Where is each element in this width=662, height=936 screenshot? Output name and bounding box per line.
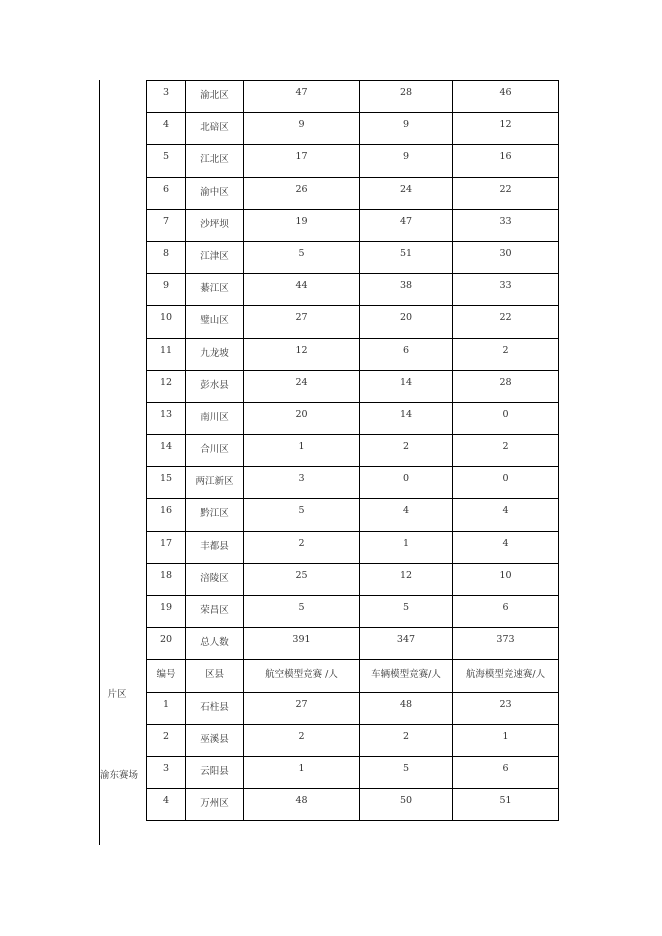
cell-district: 渝北区	[186, 81, 244, 113]
cell-marine-count: 10	[453, 563, 559, 595]
cell-marine-count: 46	[453, 81, 559, 113]
cell-aviation-count: 5	[244, 596, 360, 628]
cell-marine-count: 22	[453, 306, 559, 338]
cell-vehicle-count: 2	[360, 724, 453, 756]
table-row	[147, 499, 559, 531]
cell-vehicle-count: 347	[360, 628, 453, 660]
cell-district: 荣昌区	[186, 596, 244, 628]
cell-vehicle-count: 24	[360, 177, 453, 209]
cell-number: 9	[147, 274, 186, 306]
cell-number: 11	[147, 338, 186, 370]
cell-district: 九龙坡	[186, 338, 244, 370]
cell-district: 彭水县	[186, 370, 244, 402]
cell-aviation-count: 27	[244, 306, 360, 338]
cell-vehicle-count: 51	[360, 241, 453, 273]
cell-marine-count: 4	[453, 499, 559, 531]
table-row	[147, 596, 559, 628]
cell-number: 4	[147, 789, 186, 821]
cell-marine-count: 2	[453, 338, 559, 370]
cell-marine-count: 22	[453, 177, 559, 209]
table-row	[147, 756, 559, 788]
cell-aviation-count: 5	[244, 499, 360, 531]
table-header-row	[147, 660, 559, 692]
cell-number: 3	[147, 756, 186, 788]
cell-number: 15	[147, 467, 186, 499]
cell-aviation-count: 3	[244, 467, 360, 499]
table-row	[147, 563, 559, 595]
cell-number: 13	[147, 402, 186, 434]
cell-district: 区县	[186, 660, 244, 692]
cell-marine-count: 0	[453, 467, 559, 499]
table-row	[147, 177, 559, 209]
cell-district: 綦江区	[186, 274, 244, 306]
cell-marine-count: 6	[453, 596, 559, 628]
cell-district: 璧山区	[186, 306, 244, 338]
table-row	[147, 789, 559, 821]
region-header-label: 片区	[107, 689, 127, 700]
cell-aviation-count: 20	[244, 402, 360, 434]
table-row	[147, 306, 559, 338]
cell-district: 渝中区	[186, 177, 244, 209]
cell-district: 云阳县	[186, 756, 244, 788]
cell-number: 7	[147, 209, 186, 241]
cell-aviation-count: 24	[244, 370, 360, 402]
cell-number: 6	[147, 177, 186, 209]
cell-number: 8	[147, 241, 186, 273]
cell-district: 江北区	[186, 145, 244, 177]
cell-aviation-count: 1	[244, 435, 360, 467]
cell-district: 黔江区	[186, 499, 244, 531]
table-row	[147, 145, 559, 177]
cell-vehicle-count: 4	[360, 499, 453, 531]
cell-district: 沙坪坝	[186, 209, 244, 241]
cell-vehicle-count: 38	[360, 274, 453, 306]
cell-vehicle-count: 12	[360, 563, 453, 595]
cell-vehicle-count: 9	[360, 145, 453, 177]
cell-vehicle-count: 48	[360, 692, 453, 724]
table-row	[147, 628, 559, 660]
table-row	[147, 402, 559, 434]
table-row	[147, 241, 559, 273]
cell-number: 12	[147, 370, 186, 402]
cell-aviation-count: 19	[244, 209, 360, 241]
cell-district: 北碚区	[186, 113, 244, 145]
cell-marine-count: 16	[453, 145, 559, 177]
cell-aviation-count: 9	[244, 113, 360, 145]
cell-aviation-count: 1	[244, 756, 360, 788]
cell-number: 5	[147, 145, 186, 177]
table-row	[147, 435, 559, 467]
cell-district: 万州区	[186, 789, 244, 821]
cell-vehicle-count: 9	[360, 113, 453, 145]
cell-district: 石柱县	[186, 692, 244, 724]
cell-number: 1	[147, 692, 186, 724]
cell-vehicle-count: 2	[360, 435, 453, 467]
cell-marine-count: 2	[453, 435, 559, 467]
region-name-yudong: 渝东赛场	[99, 770, 138, 781]
cell-aviation-count: 2	[244, 531, 360, 563]
cell-aviation-count: 2	[244, 724, 360, 756]
cell-marine-count: 373	[453, 628, 559, 660]
table-row	[147, 531, 559, 563]
cell-marine-count: 12	[453, 113, 559, 145]
cell-marine-count: 28	[453, 370, 559, 402]
cell-number: 16	[147, 499, 186, 531]
cell-aviation-count: 48	[244, 789, 360, 821]
cell-aviation-count: 5	[244, 241, 360, 273]
cell-vehicle-count: 14	[360, 370, 453, 402]
table-row	[147, 692, 559, 724]
cell-number: 19	[147, 596, 186, 628]
cell-aviation-count: 26	[244, 177, 360, 209]
cell-aviation-count: 25	[244, 563, 360, 595]
cell-number: 4	[147, 113, 186, 145]
cell-marine-count: 4	[453, 531, 559, 563]
cell-aviation-count: 12	[244, 338, 360, 370]
cell-number: 编号	[147, 660, 186, 692]
cell-aviation-count: 47	[244, 81, 360, 113]
cell-number: 3	[147, 81, 186, 113]
cell-vehicle-count: 车辆模型竞赛/人	[360, 660, 453, 692]
cell-vehicle-count: 47	[360, 209, 453, 241]
cell-vehicle-count: 5	[360, 596, 453, 628]
table-row	[147, 209, 559, 241]
cell-marine-count: 23	[453, 692, 559, 724]
cell-number: 17	[147, 531, 186, 563]
cell-number: 10	[147, 306, 186, 338]
cell-district: 巫溪县	[186, 724, 244, 756]
cell-vehicle-count: 1	[360, 531, 453, 563]
cell-vehicle-count: 50	[360, 789, 453, 821]
cell-district: 合川区	[186, 435, 244, 467]
left-border-line	[99, 80, 100, 845]
table-row	[147, 81, 559, 113]
table-row	[147, 467, 559, 499]
cell-aviation-count: 391	[244, 628, 360, 660]
cell-vehicle-count: 20	[360, 306, 453, 338]
table-row	[147, 274, 559, 306]
cell-aviation-count: 航空模型竞赛 /人	[244, 660, 360, 692]
cell-vehicle-count: 28	[360, 81, 453, 113]
cell-district: 丰都县	[186, 531, 244, 563]
cell-district: 两江新区	[186, 467, 244, 499]
cell-marine-count: 33	[453, 209, 559, 241]
cell-number: 2	[147, 724, 186, 756]
cell-marine-count: 6	[453, 756, 559, 788]
cell-number: 20	[147, 628, 186, 660]
table-row	[147, 113, 559, 145]
cell-district: 涪陵区	[186, 563, 244, 595]
cell-district: 南川区	[186, 402, 244, 434]
cell-vehicle-count: 0	[360, 467, 453, 499]
cell-aviation-count: 44	[244, 274, 360, 306]
cell-marine-count: 33	[453, 274, 559, 306]
cell-aviation-count: 27	[244, 692, 360, 724]
cell-marine-count: 30	[453, 241, 559, 273]
cell-number: 14	[147, 435, 186, 467]
cell-district: 总人数	[186, 628, 244, 660]
cell-vehicle-count: 6	[360, 338, 453, 370]
cell-marine-count: 51	[453, 789, 559, 821]
table-row	[147, 724, 559, 756]
cell-district: 江津区	[186, 241, 244, 273]
cell-marine-count: 航海模型竞速赛/人	[453, 660, 559, 692]
cell-aviation-count: 17	[244, 145, 360, 177]
table-row	[147, 370, 559, 402]
participants-table	[146, 80, 559, 821]
table-row	[147, 338, 559, 370]
cell-vehicle-count: 14	[360, 402, 453, 434]
cell-marine-count: 0	[453, 402, 559, 434]
cell-number: 18	[147, 563, 186, 595]
cell-vehicle-count: 5	[360, 756, 453, 788]
cell-marine-count: 1	[453, 724, 559, 756]
